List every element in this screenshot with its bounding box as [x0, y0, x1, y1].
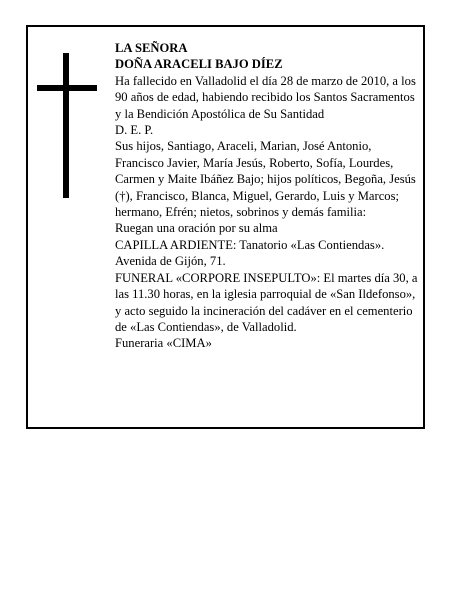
funeral-info: FUNERAL «CORPORE INSEPULTO»: El martes día 30, a las 11.30 horas, en la iglesia parroquial de «San Ildefonso», y acto seguido la incineración del cadáver en el cementerio de «Las Contiendas», de Valladolid.	[115, 270, 418, 334]
chapel-info: CAPILLA ARDIENTE: Tanatorio «Las Contiendas». Avenida de Gijón, 71.	[115, 237, 385, 269]
family-list: Sus hijos, Santiago, Araceli, Marian, José Antonio, Francisco Javier, María Jesús, Roberto, Sofía, Lourdes, Carmen y Maite Ibáñez Bajo; hijos políticos, Begoña, Jesús (†), Francisco, Blanca, Miguel, Gerardo, Luis y Marcos; hermano, Efrén; nietos, sobrinos y demás familia:	[115, 139, 416, 220]
death-announcement: Ha fallecido en Valladolid el día 28 de marzo de 2010, a los 90 años de edad, habiendo recibido los Santos Sacramentos y la Bendición Apostólica de Su Santidad	[115, 73, 416, 121]
notice-heading: LA SEÑORA	[115, 41, 188, 55]
funeral-home: Funeraria «CIMA»	[115, 336, 212, 351]
obituary-text	[115, 40, 420, 352]
cross-icon	[37, 53, 97, 198]
rest-in-peace: D. E. P.	[115, 123, 154, 138]
prayer-request: Ruegan una oración por su alma	[115, 221, 278, 236]
cross-vertical-bar	[63, 53, 69, 198]
deceased-name: DOÑA ARACELI BAJO DÍEZ	[115, 57, 283, 72]
cross-horizontal-bar	[37, 85, 97, 91]
